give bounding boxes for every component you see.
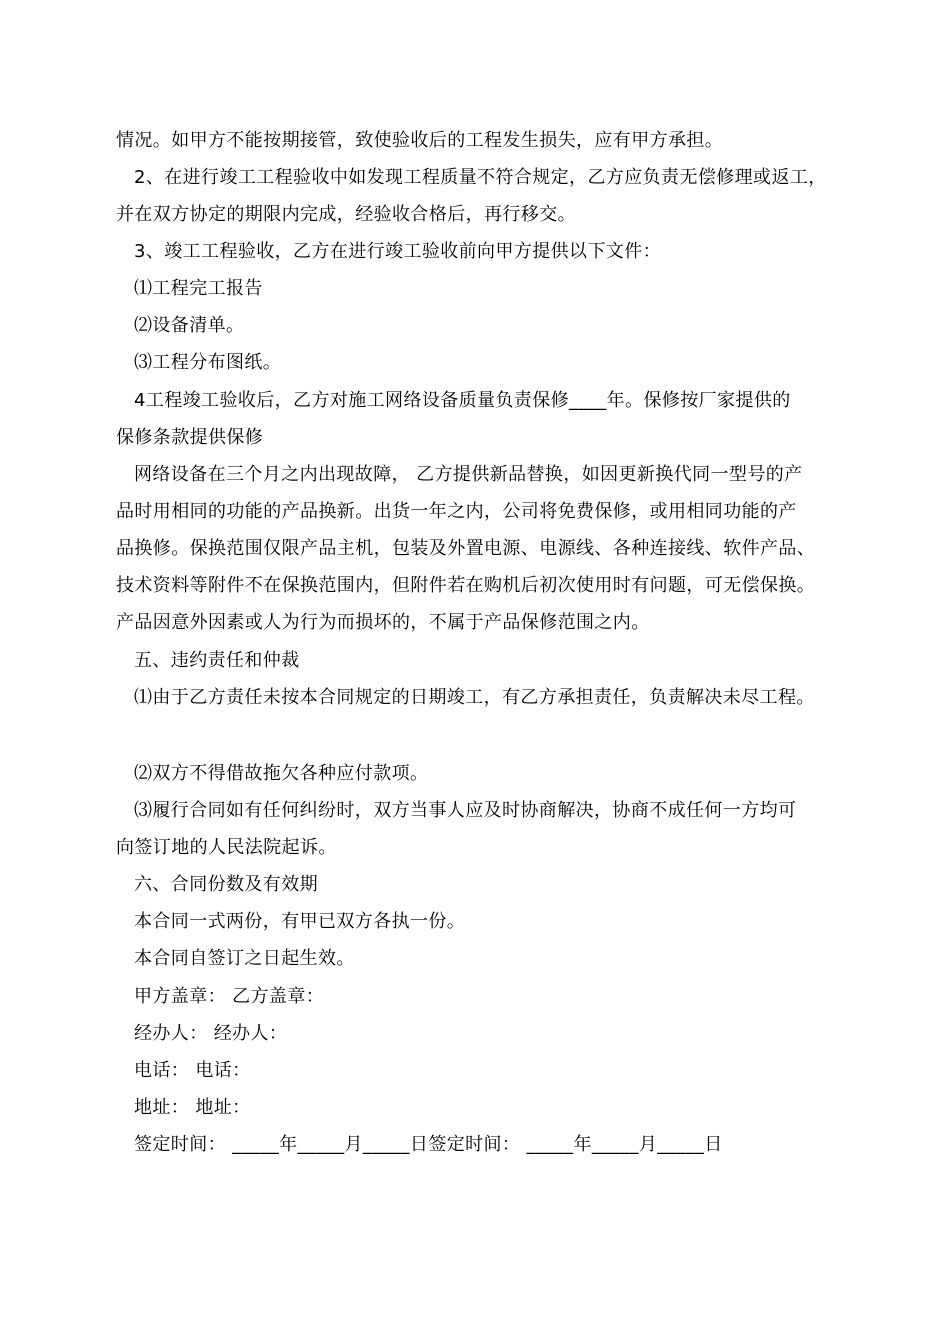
- list-item: ⑴工程完工报告: [134, 278, 263, 299]
- signature-field: 经办人： 经办人：: [134, 1023, 288, 1044]
- list-item: ⑵设备清单。: [134, 315, 245, 336]
- paragraph-line: 技术资料等附件不在保换范围内，但附件若在购机后初次使用时有问题，可无偿保换。: [116, 575, 816, 596]
- signature-field: 电话： 电话：: [134, 1060, 251, 1081]
- list-item: ⑶工程分布图纸。: [134, 352, 282, 373]
- paragraph-line: 产品因意外因素或人为行为而损坏的，不属于产品保修范围之内。: [116, 612, 650, 633]
- paragraph-line: 2、在进行竣工工程验收中如发现工程质量不符合规定，乙方应负责无偿修理或返工，: [134, 167, 827, 188]
- paragraph-line: 3、竣工工程验收，乙方在进行竣工验收前向甲方提供以下文件：: [134, 241, 662, 262]
- list-item: ⑵双方不得借故拖欠各种应付款项。: [134, 763, 429, 784]
- signature-field: 甲方盖章： 乙方盖章：: [134, 986, 325, 1007]
- paragraph-line: 保修条款提供保修: [116, 427, 264, 448]
- paragraph-line: 本合同一式两份，有甲已双方各执一份。: [134, 911, 466, 932]
- list-item: ⑶履行合同如有任何纠纷时，双方当事人应及时协商解决，协商不成任何一方均可: [134, 800, 797, 821]
- paragraph-line: 向签订地的人民法院起诉。: [116, 837, 337, 858]
- signature-field: 地址： 地址：: [134, 1097, 251, 1118]
- paragraph-line: 品换修。保换范围仅限产品主机，包装及外置电源、电源线、各种连接线、软件产品、: [116, 538, 816, 559]
- signature-field: 签定时间： _____年_____月_____日签定时间： _____年_____月_____日: [134, 1134, 723, 1155]
- paragraph-line: 4工程竣工验收后，乙方对施工网络设备质量负责保修____年。保修按厂家提供的: [134, 390, 791, 411]
- paragraph-line: 网络设备在三个月之内出现故障， 乙方提供新品替换，如因更新换代同一型号的产: [134, 464, 803, 485]
- section-heading: 五、违约责任和仲裁: [134, 650, 300, 671]
- paragraph-line: 情况。如甲方不能按期接管，致使验收后的工程发生损失，应有甲方承担。: [116, 130, 724, 151]
- section-heading: 六、合同份数及有效期: [134, 874, 318, 895]
- paragraph-line: 品时用相同的功能的产品换新。出货一年之内，公司将免费保修，或用相同功能的产: [116, 501, 797, 522]
- paragraph-line: 并在双方协定的期限内完成，经验收合格后，再行移交。: [116, 204, 576, 225]
- paragraph-line: 本合同自签订之日起生效。: [134, 948, 355, 969]
- list-item: ⑴由于乙方责任未按本合同规定的日期竣工，有乙方承担责任，负责解决未尽工程。: [134, 687, 815, 708]
